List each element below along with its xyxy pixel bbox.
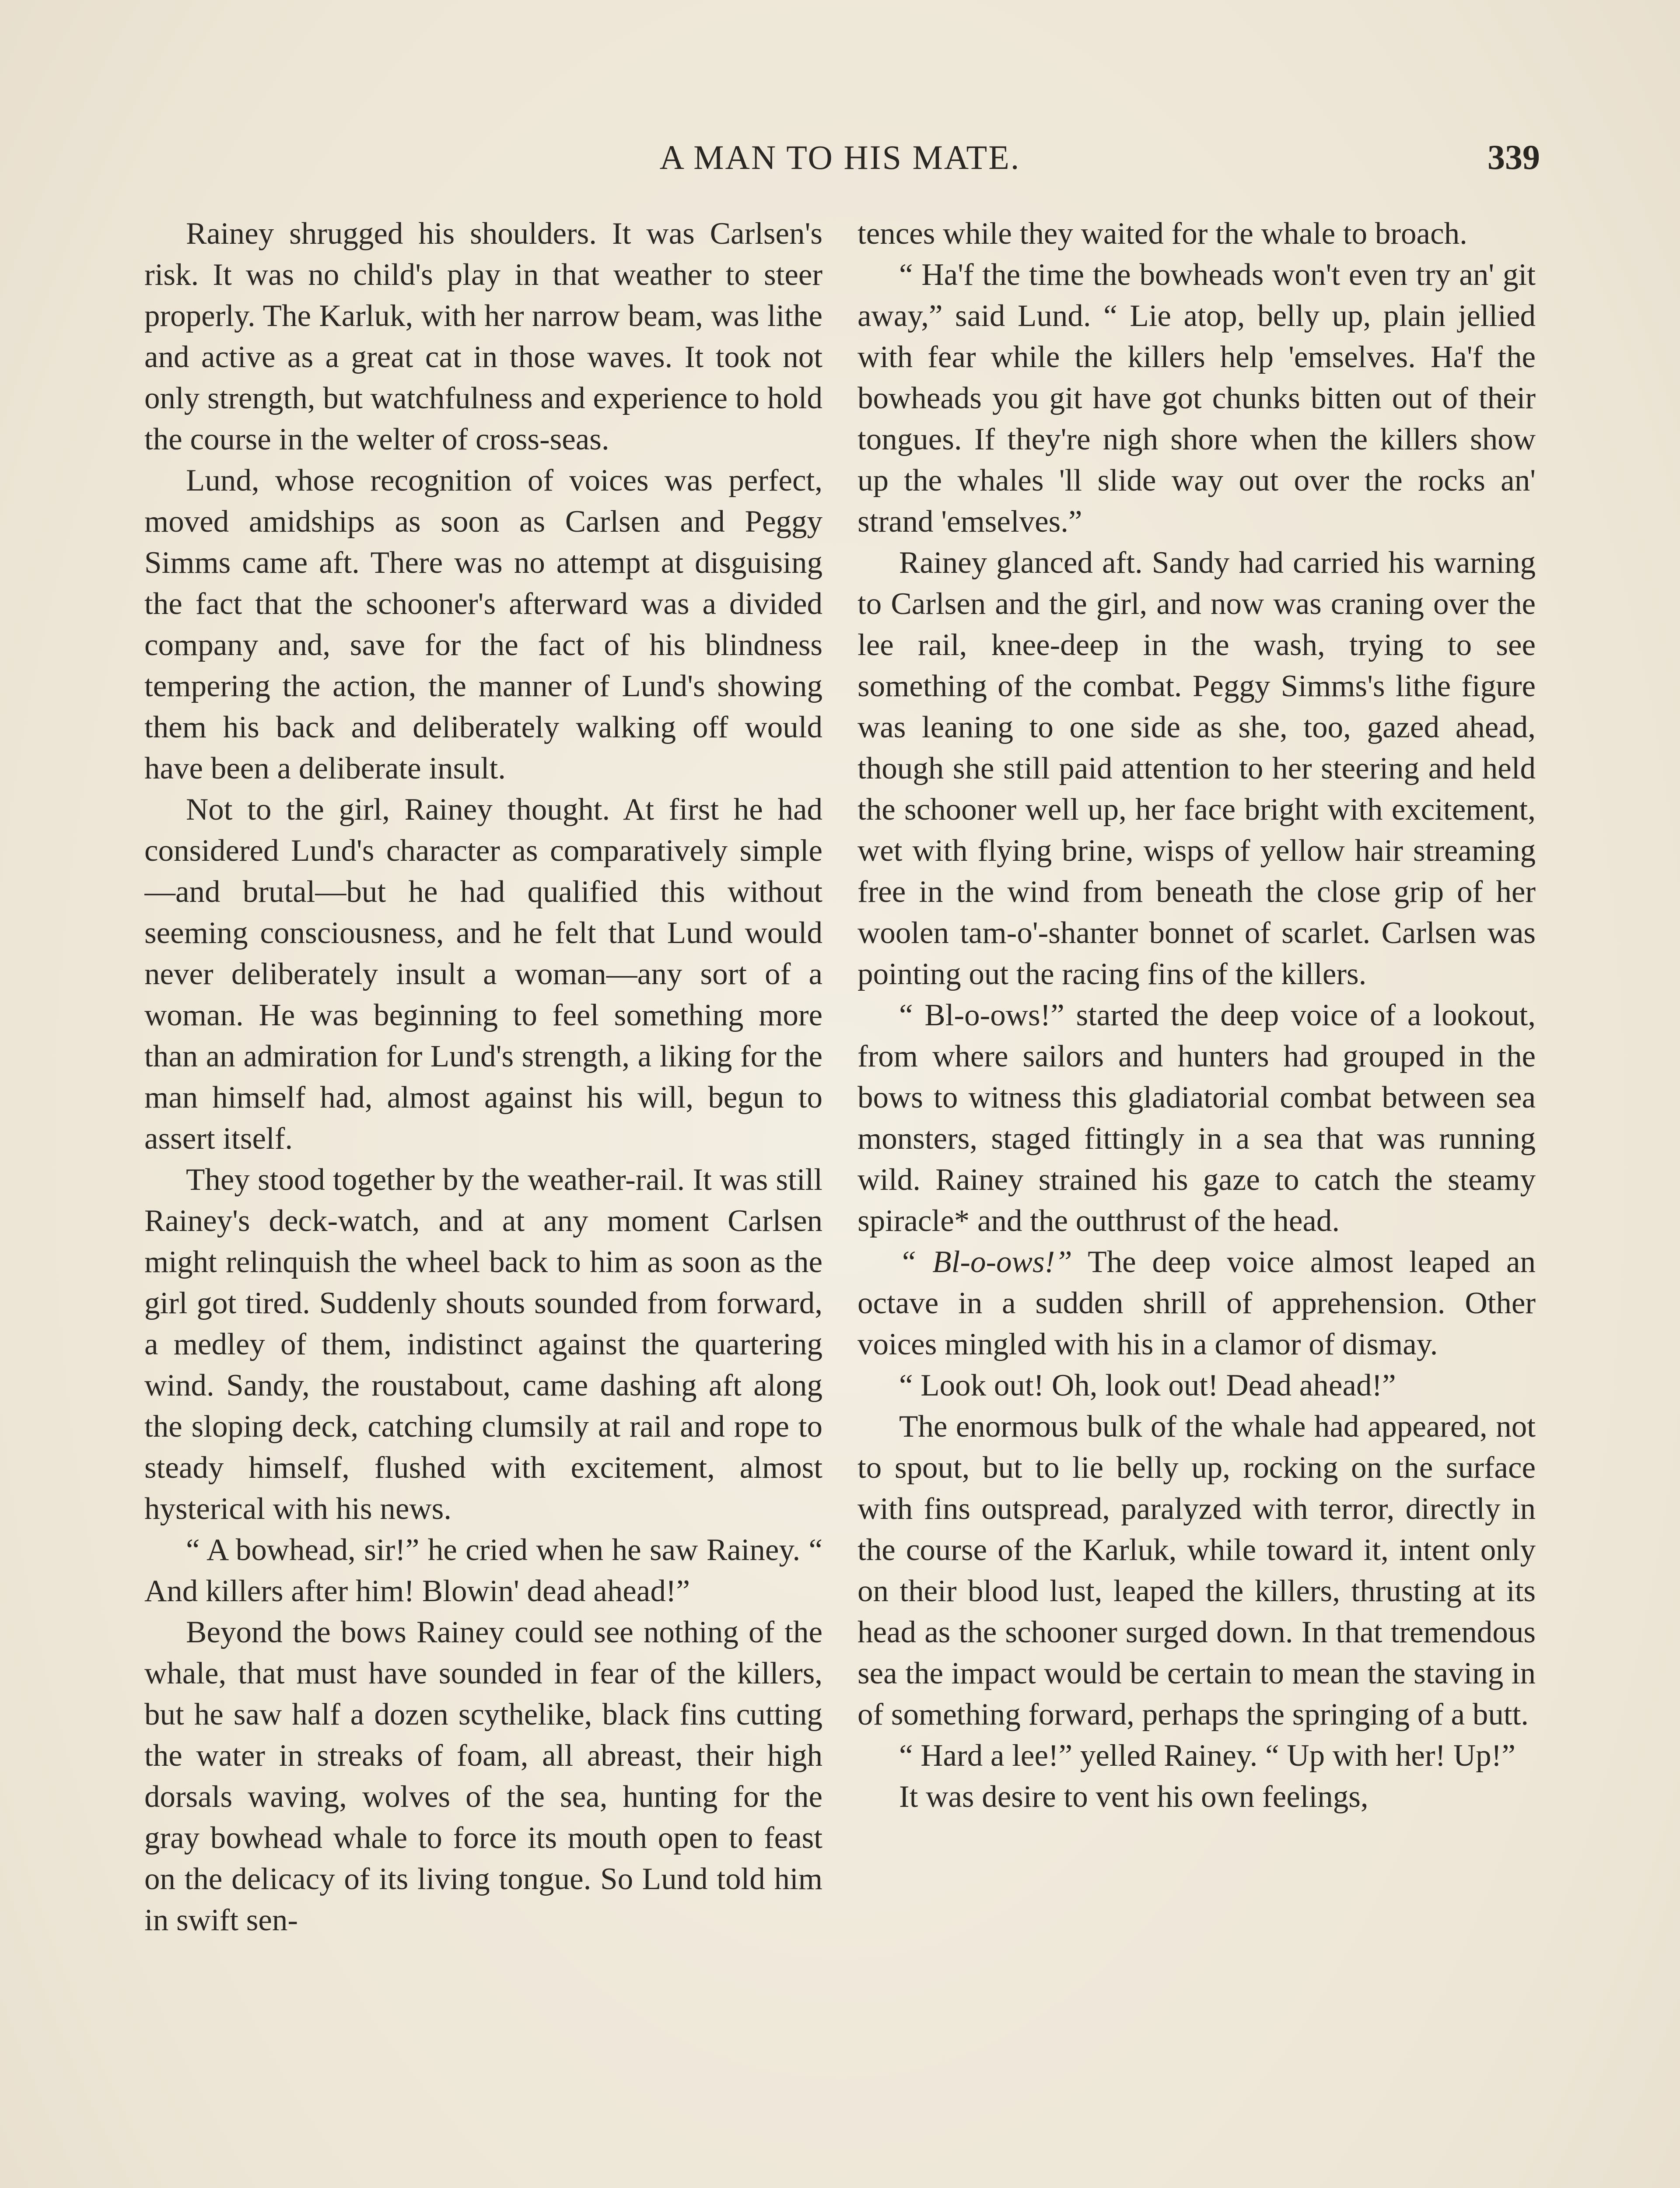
paragraph xyxy=(858,1241,1536,1365)
paragraph: They stood together by the weather-rail. It was still Rainey's deck-watch, and at any moment Carlsen might relinquish the wheel back to him as soon as the girl got tired. Suddenly shouts sounded from forward, a medley of them, indistinct against the quartering wind. Sandy, the roustabout, came dashing aft along the sloping deck, catching clumsily at rail and rope to steady himself, flushed with excitement, almost hysterical with his news. xyxy=(144,1163,822,1526)
left-column xyxy=(144,213,822,2188)
running-title: A MAN TO HIS MATE. xyxy=(659,138,1021,176)
paragraph: Beyond the bows Rainey could see nothing of the whale, that must have sounded in fear of the killers, but he saw half a dozen scythelike, black fins cutting the water in streaks of foam, all abreast, their high dorsals waving, wolves of the sea, hunting for the gray bowhead whale to force its mouth open to feast on the delicacy of its living tongue. So Lund told him in swift sen- xyxy=(144,1615,822,1937)
paragraph-continued: tences while they waited for the whale to broach. xyxy=(858,217,1467,251)
paragraph: The enormous bulk of the whale had appeared, not to spout, but to lie belly up, rocking on the surface with fins outspread, paralyzed with terror, directly in the course of the Karluk, while toward it, intent only on their blood lust, leaped the killers, thrusting at its head as the schooner surged down. In that tremendous sea the impact would be certain to mean the staving in of something forward, perhaps the springing of a butt. xyxy=(858,1410,1536,1732)
page-number: 339 xyxy=(1488,138,1540,177)
paragraph: Rainey shrugged his shoulders. It was Carlsen's risk. It was no child's play in that weather to steer properly. The Karluk, with her narrow beam, was lithe and active as a great cat in those waves. It took not only strength, but watchfulness and experience to hold the course in the welter of cross-seas. xyxy=(144,217,822,456)
paragraph: Lund, whose recognition of voices was perfect, moved amidships as soon as Carlsen and Peggy Simms came aft. There was no attempt at disguising the fact that the schooner's afterward was a divided company and, save for the fact of his blindness tempering the action, the manner of Lund's showing them his back and deliberately walking off would have been a deliberate insult. xyxy=(144,463,822,785)
italic-exclamation: “ Bl-o-ows!” xyxy=(899,1245,1072,1279)
paragraph: “ A bowhead, sir!” he cried when he saw Rainey. “ And killers after him! Blowin' dead ahead!” xyxy=(144,1533,822,1608)
paragraph: Not to the girl, Rainey thought. At first he had considered Lund's character as comparatively simple—and brutal—but he had qualified this without seeming consciousness, and he felt that Lund would never deliberately insult a woman—any sort of a woman. He was beginning to feel something more than an admiration for Lund's strength, a liking for the man himself had, almost against his will, begun to assert itself. xyxy=(144,792,822,1156)
paragraph: “ Look out! Oh, look out! Dead ahead!” xyxy=(899,1368,1396,1403)
right-column xyxy=(858,213,1536,2188)
paragraph: Rainey glanced aft. Sandy had carried his warning to Carlsen and the girl, and now was craning over the lee rail, knee-deep in the wash, trying to see something of the combat. Peggy Simms's lithe figure was leaning to one side as she, too, gazed ahead, though she still paid attention to her steering and held the schooner well up, her face bright with excitement, wet with flying brine, wisps of yellow hair streaming free in the wind from beneath the close grip of her woolen tam-o'-shanter bonnet of scarlet. Carlsen was pointing out the racing fins of the killers. xyxy=(858,546,1536,991)
paragraph: “ Hard a lee!” yelled Rainey. “ Up with her! Up!” xyxy=(899,1739,1516,1773)
paragraph: “ Bl-o-ows!” started the deep voice of a lookout, from where sailors and hunters had grouped in the bows to witness this gladiatorial combat between sea monsters, staged fittingly in a sea that was running wild. Rainey strained his gaze to catch the steamy spiracle* and the outthrust of the head. xyxy=(858,998,1536,1238)
paragraph: “ Ha'f the time the bowheads won't even try an' git away,” said Lund. “ Lie atop, belly up, plain jellied with fear while the killers help 'emselves. Ha'f the bowheads you git have got chunks bitten out of their tongues. If they're nigh shore when the killers show up the whales 'll slide way out over the rocks an' strand 'emselves.” xyxy=(858,258,1536,539)
paragraph: It was desire to vent his own feelings, xyxy=(899,1780,1368,1814)
running-head xyxy=(140,138,1540,186)
paragraph-text: The deep voice almost leaped an octave in a sudden shrill of apprehension. Other voices mingled with his in a clamor of dismay. xyxy=(858,1245,1536,1361)
